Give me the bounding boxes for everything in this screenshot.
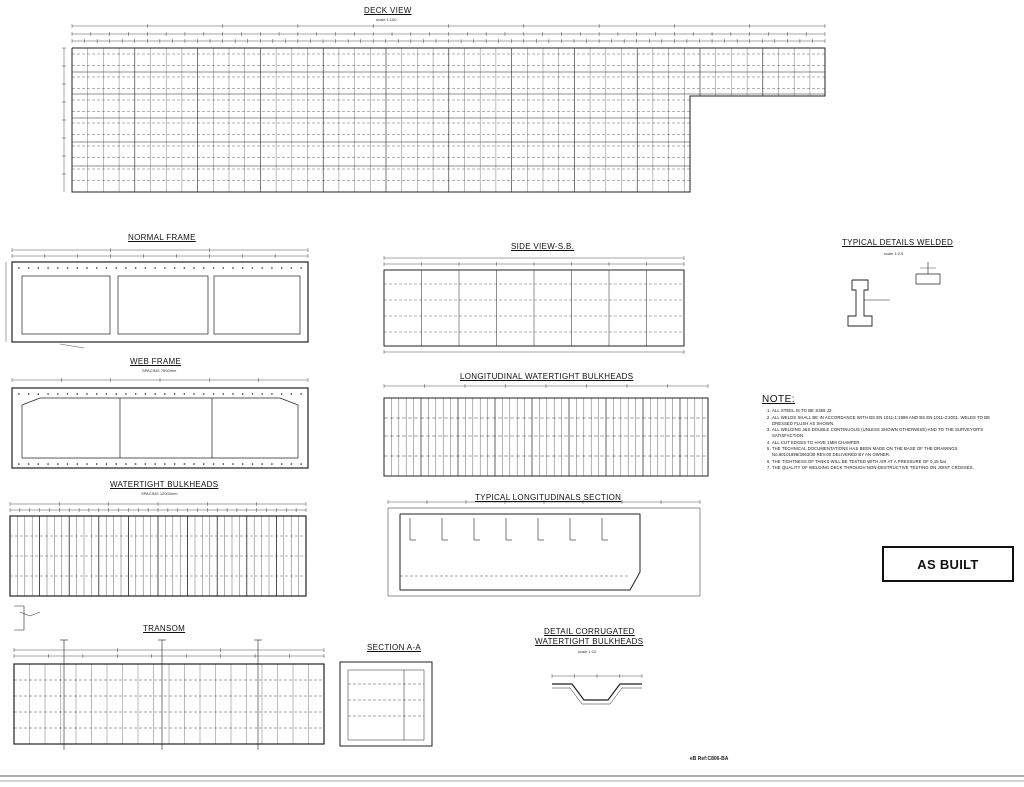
rivet-mark [174, 393, 176, 395]
rivet-mark [300, 393, 302, 395]
rivet-mark [300, 267, 302, 269]
rivet-mark [76, 393, 78, 395]
drawing-outline [400, 514, 640, 590]
rivet-mark [76, 267, 78, 269]
title-side-view: SIDE VIEW-S.B. [511, 242, 575, 251]
rivet-mark [203, 463, 205, 465]
rivet-mark [115, 267, 117, 269]
as-built-stamp: AS BUILT [882, 546, 1014, 582]
drawing-outline [22, 276, 110, 334]
title-typical-details: TYPICAL DETAILS WELDED [842, 238, 954, 247]
transom-drawing [14, 640, 324, 750]
title-section-aa: SECTION A-A [367, 643, 421, 652]
rivet-mark [154, 393, 156, 395]
rivet-mark [47, 393, 49, 395]
scale-deck-view: scale 1:100 [376, 17, 397, 22]
note-item: 3. ALL WELDING J&S DOUBLE CONTINUOUS (UNLESS SHOWN OTHERWISE) AND TO THE SURVEYOR'S SATISFACTION. [772, 427, 1002, 439]
rivet-mark [271, 463, 273, 465]
rivet-mark [164, 463, 166, 465]
rivet-mark [261, 267, 263, 269]
rivet-mark [252, 267, 254, 269]
note-item: 6. THE TIGHTNESS OF TANKS WILL BE TESTED WITH AIR AT A PRESSURE OF 0,15 bar [772, 459, 1002, 465]
longitudinal-bulkheads-drawing [384, 384, 708, 476]
drawing-outline [12, 262, 308, 342]
rivet-mark [57, 463, 59, 465]
rivet-mark [193, 463, 195, 465]
drawing-outline [552, 684, 642, 700]
drawing-outline [22, 398, 298, 458]
rivet-mark [271, 267, 273, 269]
rivet-mark [222, 267, 224, 269]
rivet-mark [28, 393, 30, 395]
rivet-mark [232, 267, 234, 269]
web-frame-drawing [12, 378, 308, 468]
side-view-drawing [384, 256, 684, 354]
rivet-mark [164, 393, 166, 395]
drawing-outline [388, 508, 700, 596]
rivet-mark [135, 267, 137, 269]
rivet-mark [203, 393, 205, 395]
title-web-frame: WEB FRAME [130, 357, 182, 366]
rivet-mark [184, 463, 186, 465]
rivet-mark [86, 267, 88, 269]
rivet-mark [252, 463, 254, 465]
drawing-line [60, 344, 84, 348]
drawing-outline [848, 280, 872, 326]
rivet-mark [252, 393, 254, 395]
title-deck-view: DECK VIEW [364, 6, 412, 15]
title-normal-frame: NORMAL FRAME [128, 233, 196, 242]
rivet-mark [222, 393, 224, 395]
rivet-mark [106, 393, 108, 395]
drawing-outline [384, 398, 708, 476]
rivet-mark [125, 267, 127, 269]
rivet-mark [67, 267, 69, 269]
note-item: 1. ALL STEEL IS TO BE S355 J2. [772, 408, 1002, 414]
rivet-mark [193, 393, 195, 395]
rivet-mark [222, 463, 224, 465]
title-transom: TRANSOM [143, 624, 186, 633]
rivet-mark [232, 393, 234, 395]
note-item: 2. ALL WELDS SHALL BE IN ACCORDANCE WITH BS EN 1011-1:1998 AND BS EN 1011-2:2001. WELDS TO BE DRESSED FLUSH AS SHOWN. [772, 415, 1002, 427]
rivet-mark [135, 393, 137, 395]
drawing-outline [348, 670, 424, 740]
note-item: 7. THE QUALITY OF WELDING DECK THROUGH NON-DESTRUCTIVE TESTING ON JOINT CROSSES. [772, 465, 1002, 471]
rivet-mark [47, 267, 49, 269]
title-typical-longitudinals: TYPICAL LONGITUDINALS SECTION [475, 493, 622, 502]
rivet-mark [96, 267, 98, 269]
rivet-mark [184, 393, 186, 395]
rivet-mark [67, 393, 69, 395]
rivet-mark [213, 267, 215, 269]
spacing-web-frame: SPACING 7500mm [142, 368, 177, 373]
rivet-mark [213, 393, 215, 395]
rivet-mark [261, 463, 263, 465]
reference-number: eB Ref:C806-BA [690, 756, 729, 762]
deck-view-drawing [62, 24, 825, 192]
rivet-mark [242, 393, 244, 395]
rivet-mark [125, 463, 127, 465]
rivet-mark [145, 267, 147, 269]
rivet-mark [242, 463, 244, 465]
rivet-mark [203, 267, 205, 269]
note-item: 5. THE TECHNICAL DOCUMENTATIONS HAS BEEN MADE ON THE BASE OF THE DRAWINGS No.60101898/3063/30 REV.00 DELIVERED BY AN OWNER. [772, 446, 1002, 458]
rivet-mark [174, 463, 176, 465]
drawing-outline [118, 276, 208, 334]
drawing-outline [20, 612, 40, 616]
rivet-mark [281, 267, 283, 269]
corrugated-detail-drawing [552, 674, 642, 704]
rivet-mark [174, 267, 176, 269]
rivet-mark [86, 463, 88, 465]
rivet-mark [106, 267, 108, 269]
rivet-mark [106, 463, 108, 465]
drawing-outline [916, 274, 940, 284]
rivet-mark [125, 393, 127, 395]
rivet-mark [38, 267, 40, 269]
rivet-mark [76, 463, 78, 465]
drawing-outline [552, 688, 642, 704]
rivet-mark [300, 463, 302, 465]
notes-list [762, 408, 1002, 471]
rivet-mark [28, 267, 30, 269]
rivet-mark [281, 393, 283, 395]
rivet-mark [57, 267, 59, 269]
typical-details-drawing [848, 262, 940, 326]
section-aa-drawing [340, 662, 432, 746]
rivet-mark [291, 267, 293, 269]
rivet-mark [115, 463, 117, 465]
typical-longitudinals-drawing [388, 500, 700, 596]
rivet-mark [154, 463, 156, 465]
rivet-mark [291, 393, 293, 395]
rivet-mark [242, 267, 244, 269]
rivet-mark [145, 393, 147, 395]
normal-frame-drawing [6, 248, 308, 348]
rivet-mark [57, 393, 59, 395]
rivet-mark [154, 267, 156, 269]
rivet-mark [184, 267, 186, 269]
rivet-mark [18, 463, 20, 465]
note-item: 4. ALL CUT EDGES TO HAVE 1MM CHAMFER. [772, 440, 1002, 446]
drawing-outline [340, 662, 432, 746]
drawing-outline [12, 388, 308, 468]
title-detail-corrugated-line1: DETAIL CORRUGATED [544, 627, 635, 636]
rivet-mark [213, 463, 215, 465]
rivet-mark [38, 393, 40, 395]
rivet-mark [28, 463, 30, 465]
notes-heading: NOTE: [762, 394, 796, 405]
title-detail-corrugated-line2: WATERTIGHT BULKHEADS [535, 637, 644, 646]
rivet-mark [18, 267, 20, 269]
rivet-mark [135, 463, 137, 465]
rivet-mark [47, 463, 49, 465]
rivet-mark [261, 393, 263, 395]
rivet-mark [86, 393, 88, 395]
notes-block [762, 394, 1002, 472]
rivet-mark [67, 463, 69, 465]
title-longitudinal-bulkheads: LONGITUDINAL WATERTIGHT BULKHEADS [460, 372, 634, 381]
scale-detail-corrugated: scale 1:10 [578, 649, 597, 654]
rivet-mark [96, 463, 98, 465]
title-watertight-bulkheads: WATERTIGHT BULKHEADS [110, 480, 219, 489]
rivet-mark [281, 463, 283, 465]
rivet-mark [193, 267, 195, 269]
rivet-mark [96, 393, 98, 395]
spacing-watertight-bulkheads: SPACING 12000mm [141, 491, 178, 496]
rivet-mark [271, 393, 273, 395]
rivet-mark [164, 267, 166, 269]
watertight-bulkheads-drawing [10, 502, 306, 596]
drawing-outline [214, 276, 300, 334]
rivet-mark [38, 463, 40, 465]
rivet-mark [291, 463, 293, 465]
scale-typical-details: scale 1:2.5 [884, 251, 904, 256]
rivet-mark [18, 393, 20, 395]
drawing-outline [14, 606, 24, 630]
rivet-mark [115, 393, 117, 395]
rivet-mark [232, 463, 234, 465]
rivet-mark [145, 463, 147, 465]
